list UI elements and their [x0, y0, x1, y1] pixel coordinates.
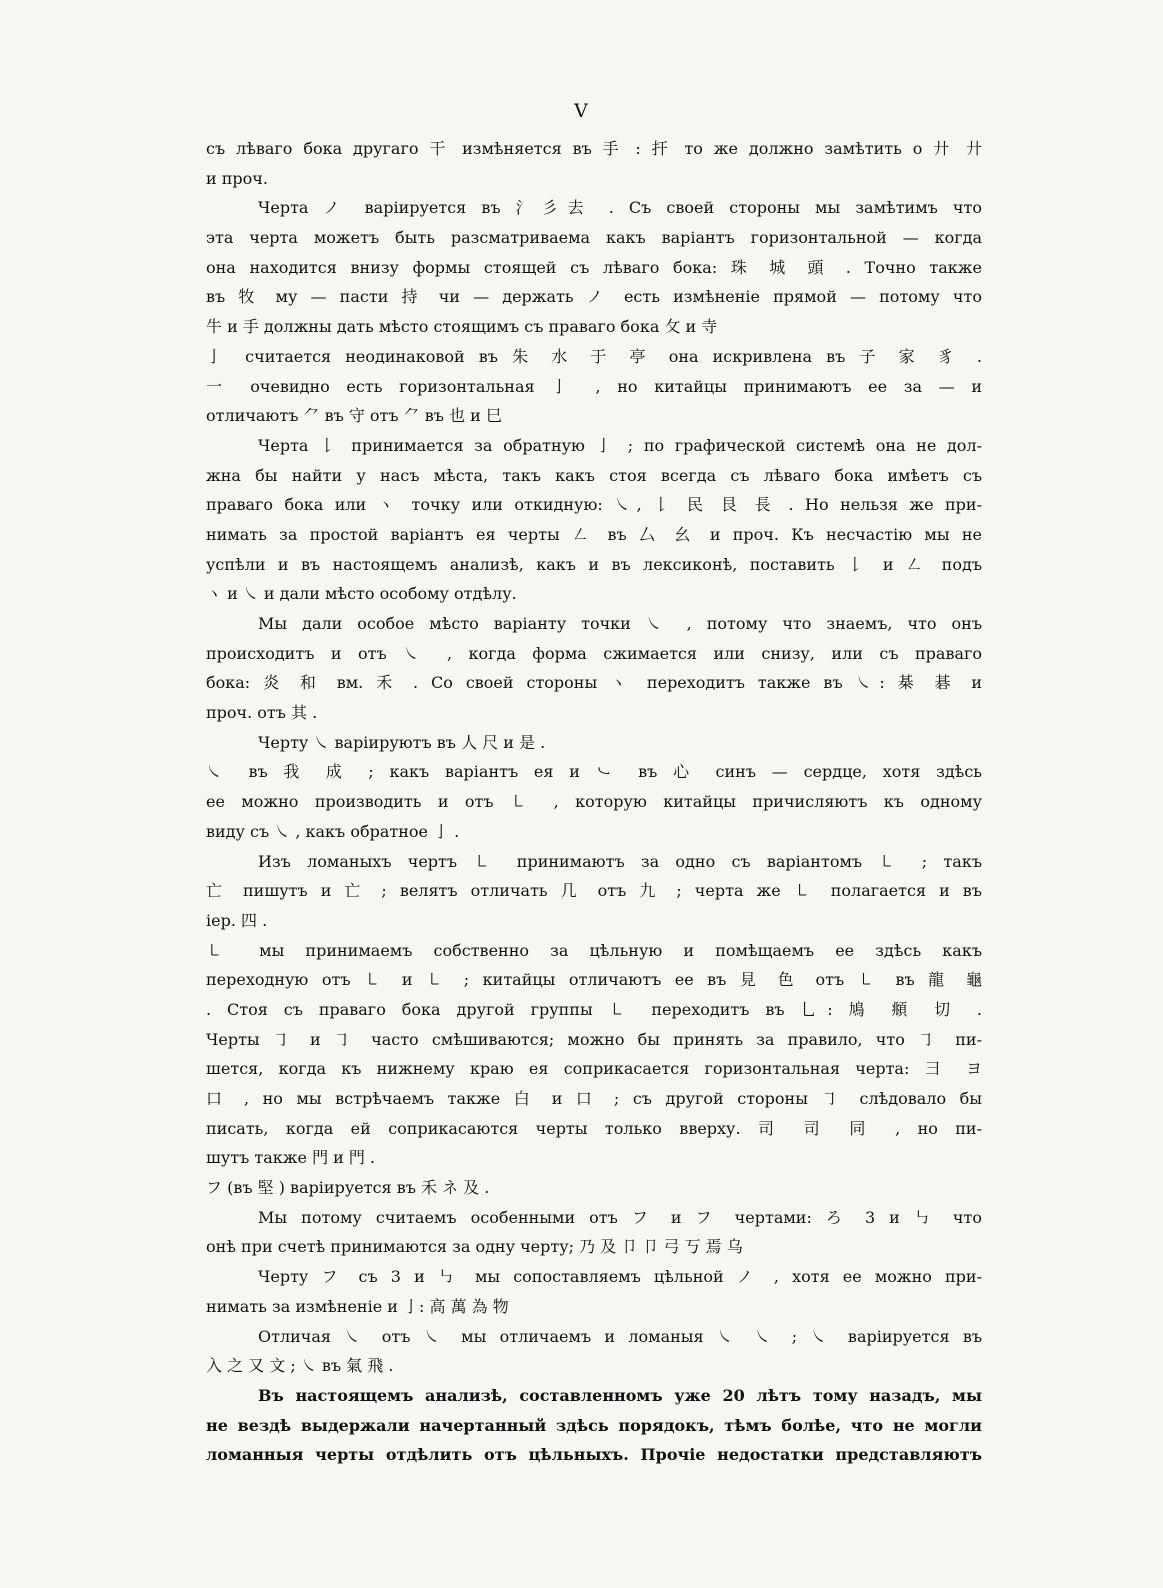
text-line: ヽ и ㇏ и дали мѣсто особому отдѣлу. [206, 584, 517, 604]
text-line: ломанныя черты отдѣлить отъ цѣльныхъ. Прочіе недостатки представляютъ [206, 1445, 982, 1465]
text-line: успѣли и въ настоящемъ анализѣ, какъ и въ лексиконѣ, поставить 𠄌 и ㇜ подъ [206, 554, 982, 574]
text-line: бока: 炎 和 вм. 禾 . Со своей стороны ヽ переходитъ также въ ㇏: 棊 碁 и [206, 673, 982, 693]
text-line: она находится внизу формы стоящей съ лѣваго бока: 珠 城 頭 . Точно также [206, 257, 982, 277]
text-line: ее можно производить и отъ ㇄ , которую китайцы причисляютъ къ одному [206, 792, 982, 812]
text-line: не вездѣ выдержали начертанный здѣсь порядокъ, тѣмъ болѣе, что не могли [206, 1415, 982, 1435]
text-line: . Стоя съ праваго бока другой группы ㇄ переходитъ въ ⺃: 鳩 頫 切 . [206, 999, 982, 1019]
text-line: праваго бока или ヽ точку или откидную: ㇏, 𠄌 民 艮 長 . Но нельзя же при- [206, 495, 982, 515]
text-line: 亡 пишутъ и 亡 ; велятъ отличать 几 отъ 九 ; черта же ㇄ полагается и въ [206, 881, 982, 901]
text-line: писать, когда ей соприкасаются черты только вверху. 司 司 同 , но пи- [206, 1118, 982, 1138]
text-line: 入 之 又 文 ; ㇏ въ 氣 飛 . [206, 1356, 394, 1376]
text-line: Мы потому считаемъ особенными отъ フ и フ чертами: ろ 3 и ㇉ что [258, 1207, 982, 1227]
text-line: онѣ при счетѣ принимаются за одну черту; 乃 及 卩 卩 弓 丂 焉 乌 [206, 1237, 743, 1257]
text-line: іер. 四 . [206, 910, 268, 930]
text-line: Въ настоящемъ анализѣ, составленномъ уже 20 лѣтъ тому назадъ, мы [258, 1385, 982, 1405]
text-line: нимать за простой варіантъ ея черты ㇜ въ 厶 幺 и проч. Къ несчастію мы не [206, 524, 982, 544]
text-line: виду съ ㇏ , какъ обратное 亅 . [206, 821, 460, 841]
text-line: эта черта можетъ быть разсматриваема какъ варіантъ горизонтальной — когда [206, 228, 982, 248]
text-line: въ 牧 му — пасти 持 чи — держать ノ есть измѣненіе прямой — потому что [206, 287, 982, 307]
text-line: Черты ㇆ и ㇆ часто смѣшиваются; можно бы принять за правило, что ㇆ пи- [206, 1029, 982, 1049]
text-line: шутъ также 門 и 門 . [206, 1148, 376, 1168]
text-line: Отличая ㇏ отъ ㇏ мы отличаемъ и ломаныя ㇏ ㇏ ; ㇏ варіируется въ [258, 1326, 982, 1346]
text-line: съ лѣваго бока другаго 干 измѣняется въ 手 : 扞 то же должно замѣтить о 廾 廾 [206, 139, 982, 158]
text-line: ㇄ мы принимаемъ собственно за цѣльную и помѣщаемъ ее здѣсь какъ [206, 940, 982, 960]
body-text [206, 134, 982, 1470]
text-line: フ (въ 堅 ) варіируется въ 禾 ネ 及 . [206, 1178, 490, 1198]
text-line: нимать за измѣненіе и 亅: 高 萬 為 物 [206, 1296, 509, 1316]
text-line: Черту フ съ 3 и ㇉ мы сопоставляемъ цѣльной ノ , хотя ее можно при- [258, 1267, 982, 1287]
text-line: Черта 𠄌 принимается за обратную 亅 ; по графической системѣ она не дол- [258, 435, 982, 455]
page-number: V [574, 100, 589, 122]
text-line: переходную отъ ㇄ и ㇄ ; китайцы отличаютъ ее въ 見 色 отъ ㇄ въ 龍 龜 [206, 970, 982, 990]
text-line: 一 очевидно есть горизонтальная 亅 , но китайцы принимаютъ ее за — и [206, 376, 982, 396]
text-line: Черта ノ варіируется въ 氵彡去 . Съ своей стороны мы замѣтимъ что [258, 198, 982, 218]
text-line: происходитъ и отъ ㇏ , когда форма сжимается или снизу, или съ праваго [206, 643, 982, 663]
text-line: жна бы найти у насъ мѣста, такъ какъ стоя всегда съ лѣваго бока имѣетъ съ [206, 465, 982, 485]
text-line: и проч. [206, 168, 268, 188]
text-line: Черту ㇏ варіируютъ въ 人 尺 и 是 . [258, 732, 546, 752]
text-line: Изъ ломаныхъ чертъ ㇄ принимаютъ за одно съ варіантомъ ㇄ ; такъ [258, 851, 982, 871]
text-line: 牛 и 手 должны дать мѣсто стоящимъ съ праваго бока 攵 и 寺 [206, 317, 718, 337]
text-line: отличаютъ ⺈ въ 守 отъ ⺈ въ 也 и 巳 [206, 406, 502, 426]
text-line: проч. отъ 其 . [206, 703, 318, 723]
text-line: 亅 считается неодинаковой въ 朱 水 于 亭 она искривлена въ 子 家 豸 . [206, 346, 982, 366]
text-line: 口 , но мы встрѣчаемъ также 白 и 口 ; съ другой стороны ㇆ слѣдовало бы [206, 1089, 982, 1108]
text-line: шется, когда къ нижнему краю ея соприкасается горизонтальная черта: 彐 ヨ [206, 1059, 982, 1079]
text-line: Мы дали особое мѣсто варіанту точки ㇏ , потому что знаемъ, что онъ [258, 614, 982, 633]
text-line: ㇏ въ 我 成 ; какъ варіантъ ея и ㇃ въ 心 синъ — сердце, хотя здѣсь [206, 762, 982, 782]
